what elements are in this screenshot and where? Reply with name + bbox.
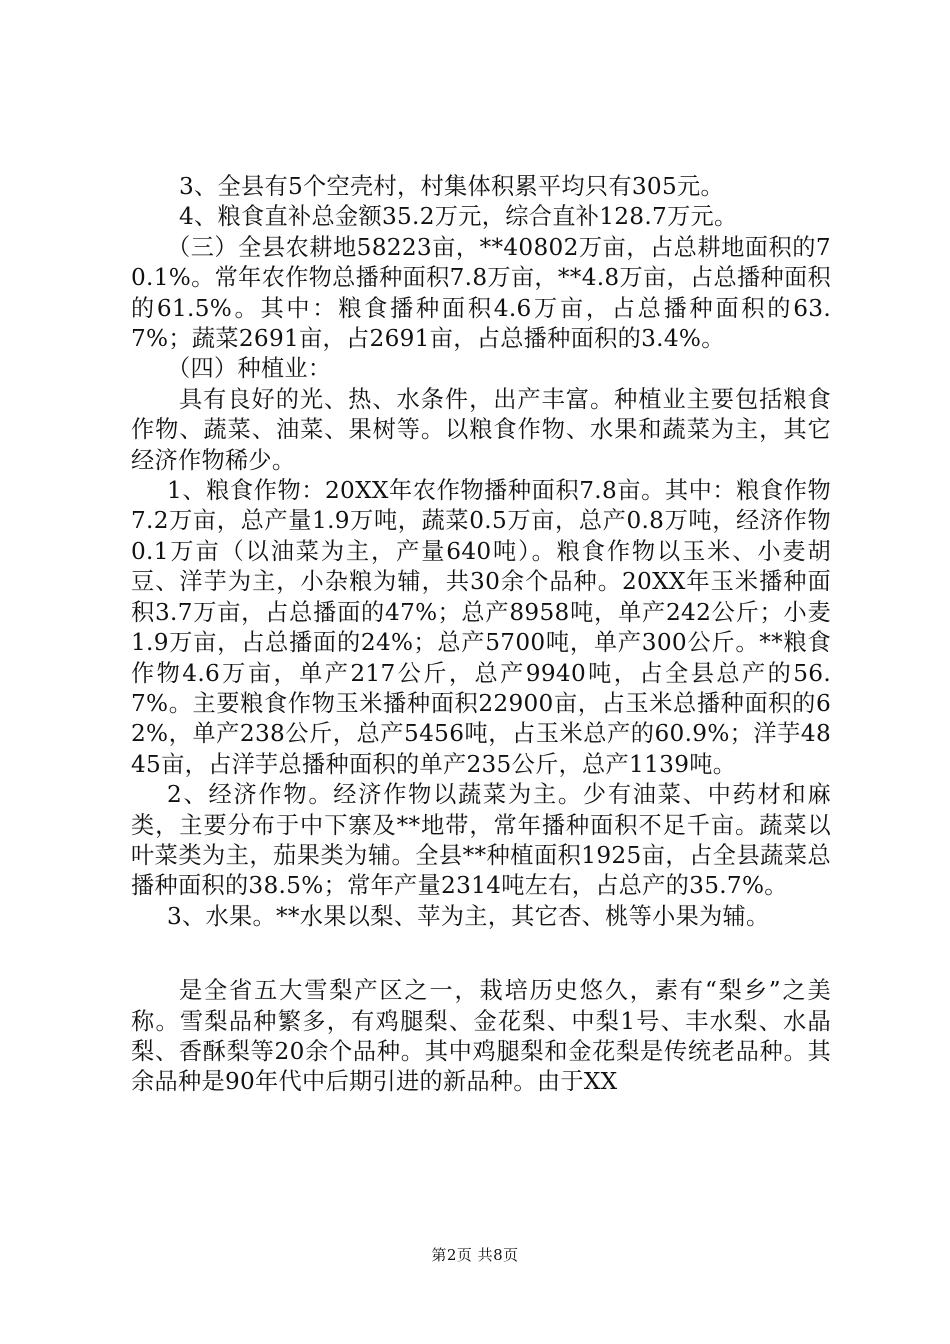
paragraph-grain-crops: 1、粮食作物：20XX年农作物播种面积7.8亩。其中：粮食作物7.2万亩，总产量1.9万吨，蔬菜0.5万亩，总产0.8万吨，经济作物0.1万亩（以油菜为主，产量640吨）。粮食作物以玉米、小麦胡豆、洋芋为主，小杂粮为辅，共30余个品种。20XX年玉米播种面积3.7万亩，占总播面的47%；总产8958吨，单产242公斤；小麦1.9万亩，占总播面的24%；总产5700吨，单产300公斤。**粮食作物4.6万亩，单产217公斤，总产9940吨，占全县总产的56.7%。主要粮食作物玉米播种面积22900亩，占玉米总播种面积的62%，单产238公斤，总产5456吨，占玉米总产的60.9%；洋芋4845亩，占洋芋总播种面积的单产235公斤，总产1139吨。 (131, 477, 831, 778)
paragraph-fruit: 3、水果。**水果以梨、苹为主，其它杏、桃等小果为辅。 (167, 902, 770, 930)
paragraph-snow-pear: 是全省五大雪梨产区之一，栽培历史悠久，素有“梨乡”之美称。雪梨品种繁多，有鸡腿梨、金花梨、中梨1号、丰水梨、水晶梨、香酥梨等20余个品种。其中鸡腿梨和金花梨是传统老品种。其余品种是90年代中后期引进的新品种。由于XX (131, 977, 831, 1096)
document-body (131, 172, 831, 1098)
paragraph-grain-subsidy: 4、粮食直补总金额35.2万元，综合直补128.7万元。 (179, 203, 738, 231)
paragraph-planting-overview: 具有良好的光、热、水条件，出产丰富。种植业主要包括粮食作物、蔬菜、油菜、果树等。以粮食作物、水果和蔬菜为主，其它经济作物稀少。 (131, 385, 831, 474)
page-footer: 第2页 共8页 (431, 1246, 519, 1264)
paragraph-economic-crops: 2、经济作物。经济作物以蔬菜为主。少有油菜、中药材和麻类，主要分布于中下寨及**地带，常年播种面积不足千亩。蔬菜以叶菜类为主，茄果类为辅。全县**种植面积1925亩，占全县蔬菜总播种面积的38.5%；常年产量2314吨左右，占总产的35.7%。 (131, 781, 831, 900)
paragraph-spacer (131, 932, 831, 976)
paragraph-empty-shell-villages: 3、全县有5个空壳村，村集体积累平均只有305元。 (179, 173, 725, 200)
heading-section-4-planting: （四）种植业： (167, 355, 332, 383)
paragraph-section-3-farmland: （三）全县农耕地58223亩，**40802万亩，占总耕地面积的70.1%。常年农作物总播种面积7.8万亩，**4.8万亩，占总播种面积的61.5%。其中：粮食播种面积4.6万亩，占总播种面积的63.7%；蔬菜2691亩，占2691亩，占总播种面积的3.4%。 (131, 233, 831, 353)
